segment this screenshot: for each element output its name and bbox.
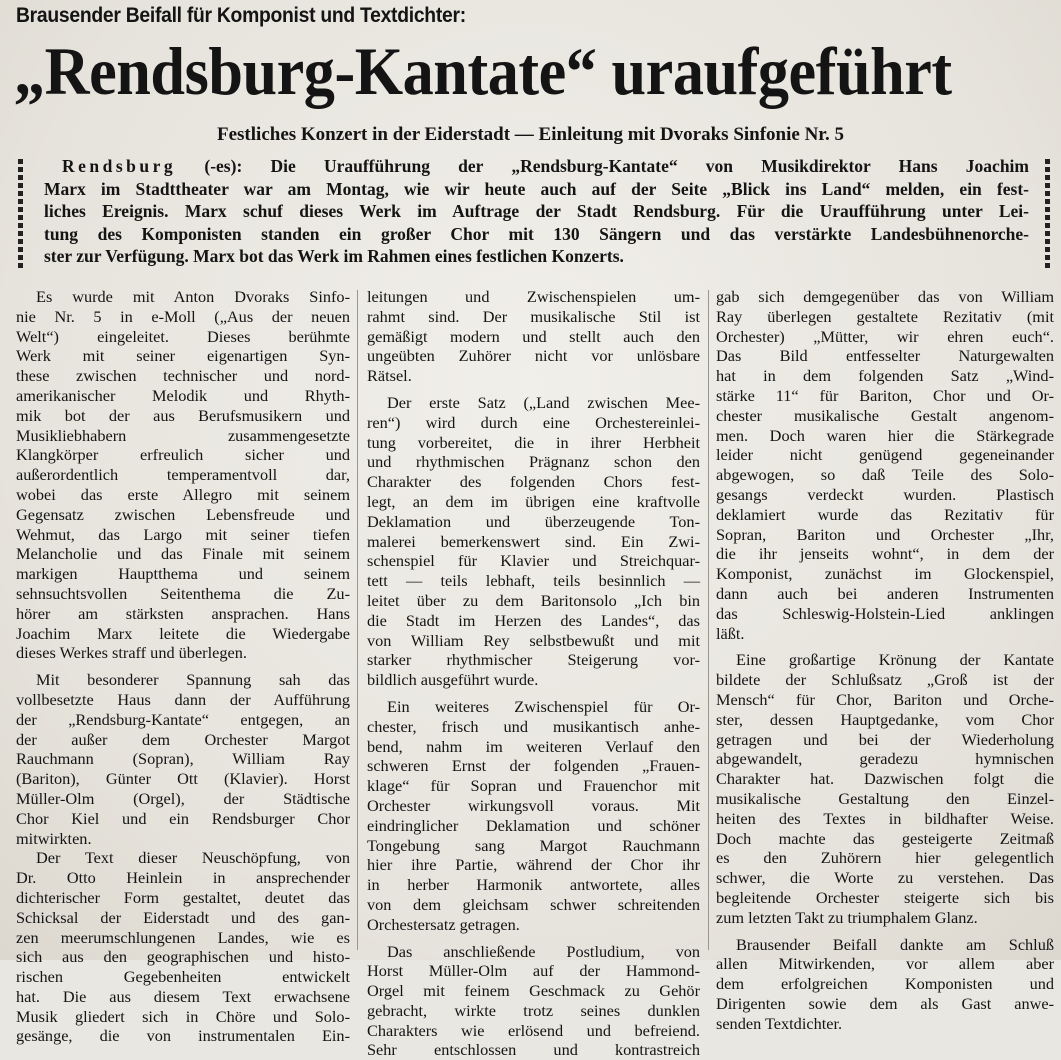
text-line: Mensch“ für Chor, Bariton und Orche-	[716, 689, 1054, 709]
text-line: Musikliebhabern zusammengesetzte	[16, 425, 350, 445]
text-line: dichterischer Form gestaltet, deutet das	[16, 887, 350, 907]
text-line: Orchestersatz getragen.	[367, 914, 520, 934]
subheadline: Festliches Konzert in der Eiderstadt — Einleitung mit Dvoraks Sinfonie Nr. 5	[217, 124, 844, 145]
text-line: sehnsuchtsvollen Seitenthema die Zu-	[16, 583, 350, 603]
text-line: ungeübten Zuhörer nicht vor unlösbare	[367, 346, 700, 366]
lead-border-right	[1045, 159, 1050, 269]
text-line: abgewogen, so daß Teile des Solo-	[716, 465, 1054, 485]
text-line: getragen und bei der Wiederholung	[716, 729, 1054, 749]
text-line: begleitende Orchester steigerte sich bis	[716, 887, 1054, 907]
text-line: dann auch bei anderen Instrumenten	[716, 583, 1054, 603]
text-line: chester, frisch und musikantisch anhe-	[367, 716, 700, 736]
lead-border-left	[18, 159, 23, 269]
text-line: senden Textdichter.	[716, 1013, 843, 1033]
text-line: Schicksal der Eiderstadt und des gan-	[16, 907, 350, 927]
text-line: Werk mit seiner eigenartigen Syn-	[16, 346, 350, 366]
text-line: Gegensatz zwischen Lebensfreude und	[16, 504, 350, 524]
text-line: und rhythmischen Prägnanz schon den	[367, 452, 700, 472]
text-line: ster, dessen Hauptgedanke, vom Chor	[716, 709, 1054, 729]
text-line: Klangkörper erfreulich sicher und	[16, 445, 350, 465]
paragraph-gap	[367, 386, 700, 393]
headline: „Rendsburg-Kantate“ uraufgeführt	[14, 33, 952, 109]
text-line: Das anschließende Postludium, von	[387, 941, 700, 961]
text-line: Eine großartige Krönung der Kantate	[736, 650, 1054, 670]
text-line: Komponist, zunächst im Glockenspiel,	[716, 564, 1054, 584]
text-line: hier ihre Partie, während der Chor ihr	[367, 855, 700, 875]
text-line: zum letzten Takt zu triumphalem Glanz.	[716, 907, 978, 927]
text-line: Müller-Olm (Orgel), der Städtische	[16, 788, 350, 808]
text-line: markigen Hauptthema und seinem	[16, 564, 350, 584]
lead-line: tung des Komponisten standen ein großer Chor mit 130 Sängern und das verstärkte Landesbühnenorche-	[44, 223, 1029, 244]
text-line: Dr. Otto Heinlein in ansprechender	[16, 868, 350, 888]
text-line: Charakters wie erlösend und befreiend.	[367, 1020, 700, 1040]
text-line: bildete der Schlußsatz „Groß ist der	[716, 670, 1054, 690]
text-line: Ray überlegen gestaltete Rezitativ (mit	[716, 306, 1054, 326]
paragraph-gap	[367, 935, 700, 942]
text-line: schwer, die Worte zu verstehen. Das	[716, 868, 1054, 888]
text-line: Rauchmann (Sopran), William Ray	[16, 749, 350, 769]
text-line: die Stadt im Herzen des Landes“, das	[367, 610, 700, 630]
text-line: der „Rendsburg-Kantate“ entgegen, an	[16, 709, 350, 729]
text-line: Charakter hat. Dazwischen folgt die	[716, 769, 1054, 789]
text-line: Musik gliedert sich in Chöre und Solo-	[16, 1006, 350, 1026]
text-line: deklamiert wurde das Rezitativ für	[716, 504, 1054, 524]
text-line: schenspiel für Klavier und Streichquar-	[367, 551, 700, 571]
text-line: allen Mitwirkenden, vor allem aber	[716, 954, 1054, 974]
text-line: Deklamation und überzeugende Ton-	[367, 511, 700, 531]
text-line: Sopran, Bariton und Orchester „Ihr,	[716, 524, 1054, 544]
text-line: these zwischen technischer und nord-	[16, 366, 350, 386]
text-line: schweren Ernst der folgenden „Frauen-	[367, 756, 700, 776]
text-line: die ihr jenseits wohnt“, in dem der	[716, 544, 1054, 564]
text-line: rischen Gegebenheiten entwickelt	[16, 967, 350, 987]
text-line: bildlich ausgeführt wurde.	[367, 670, 539, 690]
text-line: Es wurde mit Anton Dvoraks Sinfo-	[36, 287, 350, 306]
text-line: Welt“) eingeleitet. Dieses berühmte	[16, 326, 350, 346]
text-line: von William Rey selbstbewußt und mit	[367, 630, 700, 650]
text-line: gemäßigt modern und stellt auch den	[367, 326, 700, 346]
text-line: dem erfolgreichen Komponisten und	[716, 974, 1054, 994]
text-line: bend, nahm im weiteren Verlauf den	[367, 736, 700, 756]
article-column-2	[367, 287, 700, 1060]
text-line: eindringlicher Deklamation und schöner	[367, 815, 700, 835]
text-line: sich aus den geographischen und histo-	[16, 947, 350, 967]
lead-line: Marx im Stadttheater war am Montag, wie wir heute auch auf der Seite „Blick ins Land“ melden, ein fest-	[44, 178, 1029, 199]
text-line: amerikanischer Melodik und Rhyth-	[16, 385, 350, 405]
text-line: malerei bemerkenswert sind. Ein Zwi-	[367, 531, 700, 551]
kicker-line: Brausender Beifall für Komponist und Textdichter:	[16, 4, 466, 27]
text-line: Horst Müller-Olm auf der Hammond-	[367, 961, 700, 981]
text-line: Orchester) „Mütter, wir ehren euch“.	[716, 326, 1054, 346]
text-line: (Bariton), Günter Ott (Klavier). Horst	[16, 769, 350, 789]
column-divider	[357, 290, 358, 950]
text-line: läßt.	[716, 623, 745, 643]
text-line: außerordentlich temperamentvoll dar,	[16, 465, 350, 485]
text-line: tung vorbereitet, die in ihrer Herbheit	[367, 432, 700, 452]
paragraph-gap	[367, 690, 700, 697]
paragraph-gap	[16, 663, 350, 670]
text-line: men. Doch waren hier die Stärkegrade	[716, 425, 1054, 445]
text-line: hörer am stärksten ansprachen. Hans	[16, 603, 350, 623]
text-line: mik bot der aus Berufsmusikern und	[16, 405, 350, 425]
text-line: nie Nr. 5 in e-Moll („Aus der neuen	[16, 306, 350, 326]
text-line: gebracht, wirkte trotz seines dunklen	[367, 1000, 700, 1020]
text-line: Der Text dieser Neuschöpfung, von	[36, 848, 350, 868]
text-line: Rätsel.	[367, 366, 412, 386]
text-line: chester musikalische Gestalt angenom-	[716, 405, 1054, 425]
text-line: Charakter des folgenden Chors fest-	[367, 472, 700, 492]
text-line: Melancholie und das Finale mit seinem	[16, 544, 350, 564]
text-line: Chor Kiel und ein Rendsburger Chor	[16, 808, 350, 828]
text-line: Joachim Marx leitete die Wiedergabe	[16, 623, 350, 643]
text-line: ren“) wird durch eine Orchestereinlei-	[367, 412, 700, 432]
text-line: rahmt sind. Der musikalische Stil ist	[367, 306, 700, 326]
text-line: dieses Werkes straff und überlegen.	[16, 643, 247, 663]
text-line: musikalische Gestaltung den Einzel-	[716, 788, 1054, 808]
text-line: mitwirkten.	[16, 828, 92, 848]
lead-paragraph-box	[18, 155, 1058, 275]
article-column-1	[16, 287, 350, 1046]
text-line: starker rhythmischer Steigerung vor-	[367, 650, 700, 670]
text-line: Der erste Satz („Land zwischen Mee-	[387, 392, 700, 412]
column-divider	[708, 290, 709, 950]
text-line: heiten des Textes in bildhafter Weise.	[716, 808, 1054, 828]
text-line: es den Zuhörern hier gelegentlich	[716, 848, 1054, 868]
text-line: zen meerumschlungenen Landes, wie es	[16, 927, 350, 947]
text-line: gab sich demgegenüber das von William	[716, 287, 1054, 306]
text-line: hat. Die aus diesem Text erwachsene	[16, 986, 350, 1006]
text-line: Wehmut, das Largo mit seiner tiefen	[16, 524, 350, 544]
lead-line: liches Ereignis. Marx schuf dieses Werk im Auftrage der Stadt Rendsburg. Für die Uraufführung unter Lei-	[44, 201, 1029, 222]
text-line: von dem gleichsam schwer schreitenden	[367, 894, 700, 914]
text-line: wobei das erste Allegro mit seinem	[16, 484, 350, 504]
text-line: tett — teils lebhaft, teils besinnlich —	[367, 571, 700, 591]
text-line: leitet über zu dem Baritonsolo „Ich bin	[367, 590, 700, 610]
text-line: Ein weiteres Zwischenspiel für Or-	[387, 696, 700, 716]
text-line: Das Bild entfesselter Naturgewalten	[716, 346, 1054, 366]
text-line: leitungen und Zwischenspielen um-	[367, 287, 700, 306]
text-line: Orchester wirkungsvoll voraus. Mit	[367, 795, 700, 815]
text-line: das Schleswig-Holstein-Lied anklingen	[716, 603, 1054, 623]
text-line: legt, an dem im übrigen eine kraftvolle	[367, 491, 700, 511]
text-line: Mit besonderer Spannung sah das	[36, 670, 350, 690]
text-line: Doch machte das gesteigerte Zeitmaß	[716, 828, 1054, 848]
text-line: gesänge, die von instrumentalen Ein-	[16, 1026, 350, 1046]
lead-line: ster zur Verfügung. Marx bot das Werk im Rahmen eines festlichen Konzerts.	[44, 246, 624, 267]
text-line: Brausender Beifall dankte am Schluß	[736, 934, 1054, 954]
text-line: Tongebung sang Margot Rauchmann	[367, 835, 700, 855]
text-line: klage“ für Sopran und Frauenchor mit	[367, 776, 700, 796]
text-line: stärke 11“ für Bariton, Chor und Or-	[716, 385, 1054, 405]
text-line: Dirigenten sowie dem als Gast anwe-	[716, 993, 1054, 1013]
dateline: Rendsburg	[62, 156, 177, 176]
text-line: Sehr entschlossen und kontrastreich	[367, 1040, 700, 1060]
article-column-3	[716, 287, 1054, 1033]
text-line: in herber Harmonik antwortete, alles	[367, 875, 700, 895]
text-line: vollbesetzte Haus dann der Aufführung	[16, 689, 350, 709]
text-line: leider nicht genügend gegeneinander	[716, 445, 1054, 465]
lead-line: Rendsburg (-es): Die Uraufführung der „Rendsburg-Kantate“ von Musikdirektor Hans Joachim	[62, 156, 1029, 176]
text-line: der außer dem Orchester Margot	[16, 729, 350, 749]
text-line: abgewandelt, geradezu hymnischen	[716, 749, 1054, 769]
text-line: hat in dem folgenden Satz „Wind-	[716, 366, 1054, 386]
lead-paragraph	[44, 155, 1029, 268]
paragraph-gap	[716, 643, 1054, 650]
text-line: Orgel mit feinem Geschmack zu Gehör	[367, 981, 700, 1001]
paragraph-gap	[716, 928, 1054, 935]
text-line: gesangs verdeckt wurden. Plastisch	[716, 484, 1054, 504]
